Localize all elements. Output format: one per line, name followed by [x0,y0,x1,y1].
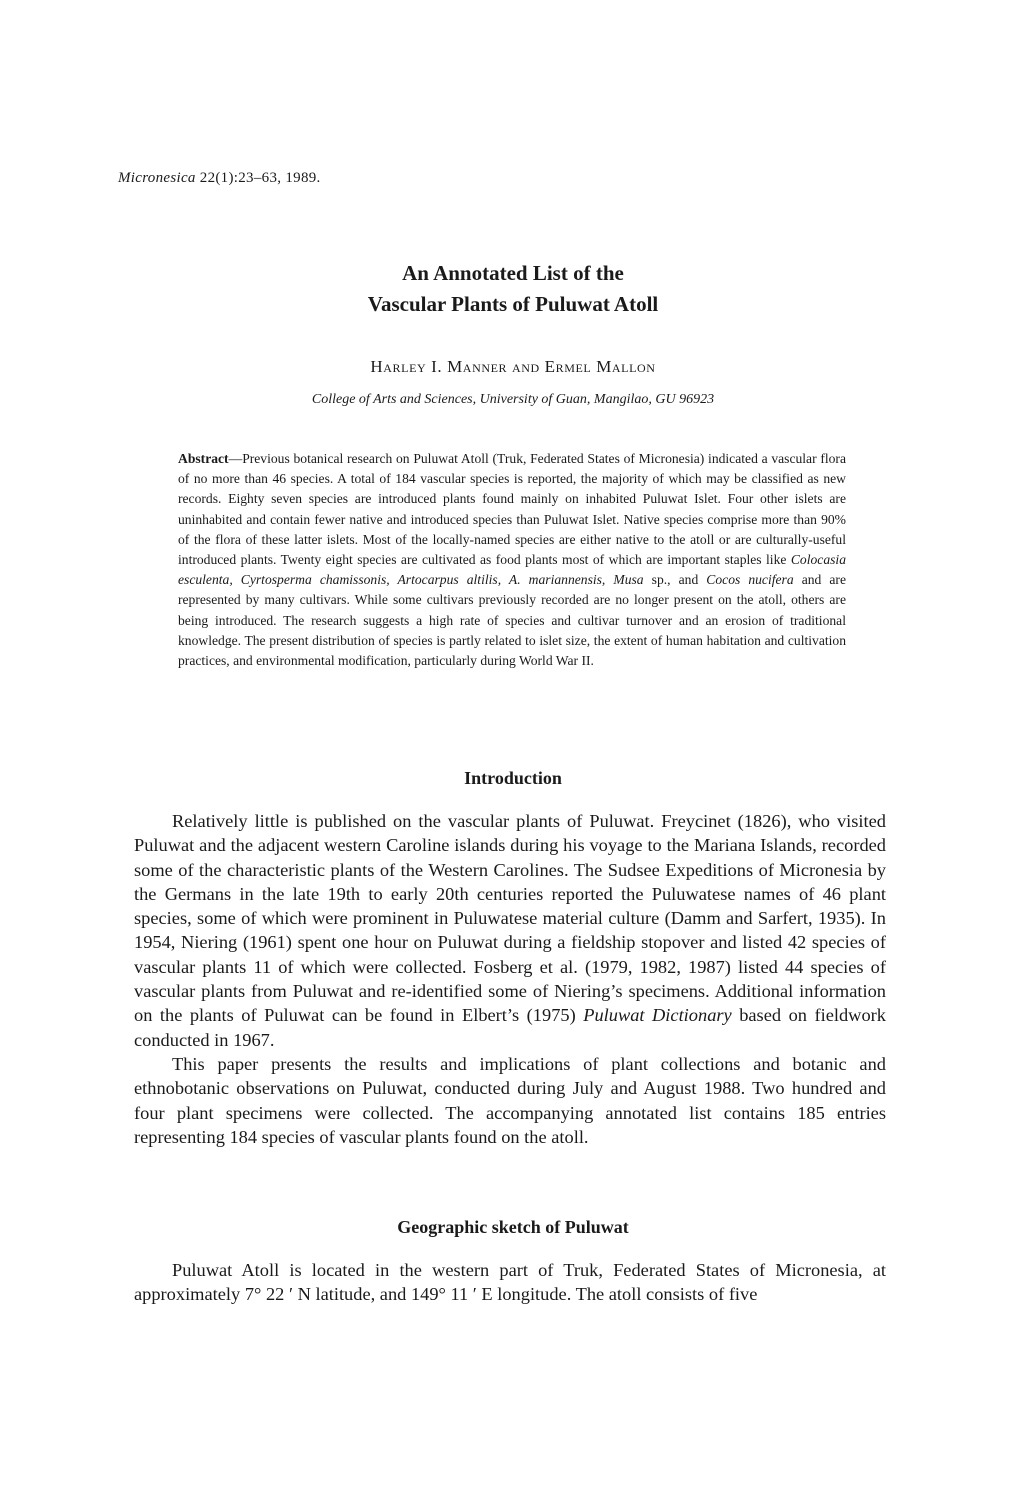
abstract-label: Abstract [178,451,229,466]
introduction-paragraph-1 [134,809,886,1052]
abstract-species-list: Colocasia esculenta, Cyrtosperma chamissonis, Artocarpus altilis, A. mariannensis, Musa [178,552,846,588]
abstract-text-3: and are represented by many cultivars. While some cultivars previously recorded are no longer present on the atoll, others are being introduced. The research suggests a high rate of species and cultivar turnover and an erosion of traditional knowledge. The present distribution of species is partly related to islet size, the extent of human habitation and cultivation practices, and environmental modification, particularly during World War II. [178,572,846,669]
citation-volume-pages: 22(1):23–63, 1989. [195,170,321,186]
abstract-species-cocos: Cocos nucifera [706,572,794,588]
title-line-1: An Annotated List of the [402,261,624,285]
author-affiliation: College of Arts and Sciences, University of Guan, Mangilao, GU 96923 [311,392,715,407]
journal-name: Micronesica [118,170,196,186]
geographic-sketch-body [134,1258,886,1307]
paper-title [0,258,1026,320]
intro-p1-text-b: based on fieldwork conducted in 1967. [134,1005,886,1050]
introduction-body [134,809,886,1149]
introduction-paragraph-2: This paper presents the results and implications of plant collections and botanic and ethnobotanic observations on Puluwat, conducted during July and August 1988. Two hundred and four plant specimens were collected. The accompanying annotated list contains 185 entries representing 184 species of vascular plants found on the atoll. [134,1053,886,1147]
title-line-2: Vascular Plants of Puluwat Atoll [367,292,659,316]
geographic-sketch-heading: Geographic sketch of Puluwat [397,1217,629,1237]
abstract-text-2: sp., and [643,572,707,588]
journal-citation [118,170,321,187]
abstract-dash: — [228,451,243,466]
abstract-text-1: Previous botanical research on Puluwat Atoll (Truk, Federated States of Micronesia) indicated a vascular flora of no more than 46 species. A total of 184 vascular species is reported, the majority of which may be classified as new records. Eighty seven species are introduced plants found mainly on inhabited Puluwat Islet. Four other islets are uninhabited and contain fewer native and introduced species than Puluwat Islet. Native species comprise more than 90% of the flora of these latter islets. Most of the locally-named species are either native to the atoll or are culturally-useful introduced plants. Twenty eight species are cultivated as food plants most of which are important staples like [178,451,846,568]
abstract [178,449,846,671]
introduction-heading: Introduction [464,768,562,788]
intro-p1-text-a: Relatively little is published on the vascular plants of Puluwat. Freycinet (1826), who visited Puluwat and the adjacent western Caroline islands during his voyage to the Mariana Islands, recorded some of the characteristic plants of the Western Carolines. The Sudsee Expeditions of Micronesia by the Germans in the late 19th to early 20th centuries reported the Puluwatese names of 46 plant species, some of which were prominent in Puluwatese material culture (Damm and Sarfert, 1935). In 1954, Niering (1961) spent one hour on Puluwat during a fieldship stopover and listed 42 species of vascular plants 11 of which were collected. Fosberg et al. (1979, 1982, 1987) listed 44 species of vascular plants from Puluwat and re-identified some of Niering’s specimens. Additional information on the plants of Puluwat can be found in Elbert’s (1975) [134,811,886,1026]
geographic-paragraph-1: Puluwat Atoll is located in the western part of Truk, Federated States of Micronesia, at approximately 7° 22 ′ N latitude, and 149° 11 ′ E longitude. The atoll consists of five [134,1260,886,1305]
author-names: Harley I. Manner and Ermel Mallon [370,357,656,376]
intro-p1-dictionary-title: Puluwat Dictionary [583,1005,732,1026]
